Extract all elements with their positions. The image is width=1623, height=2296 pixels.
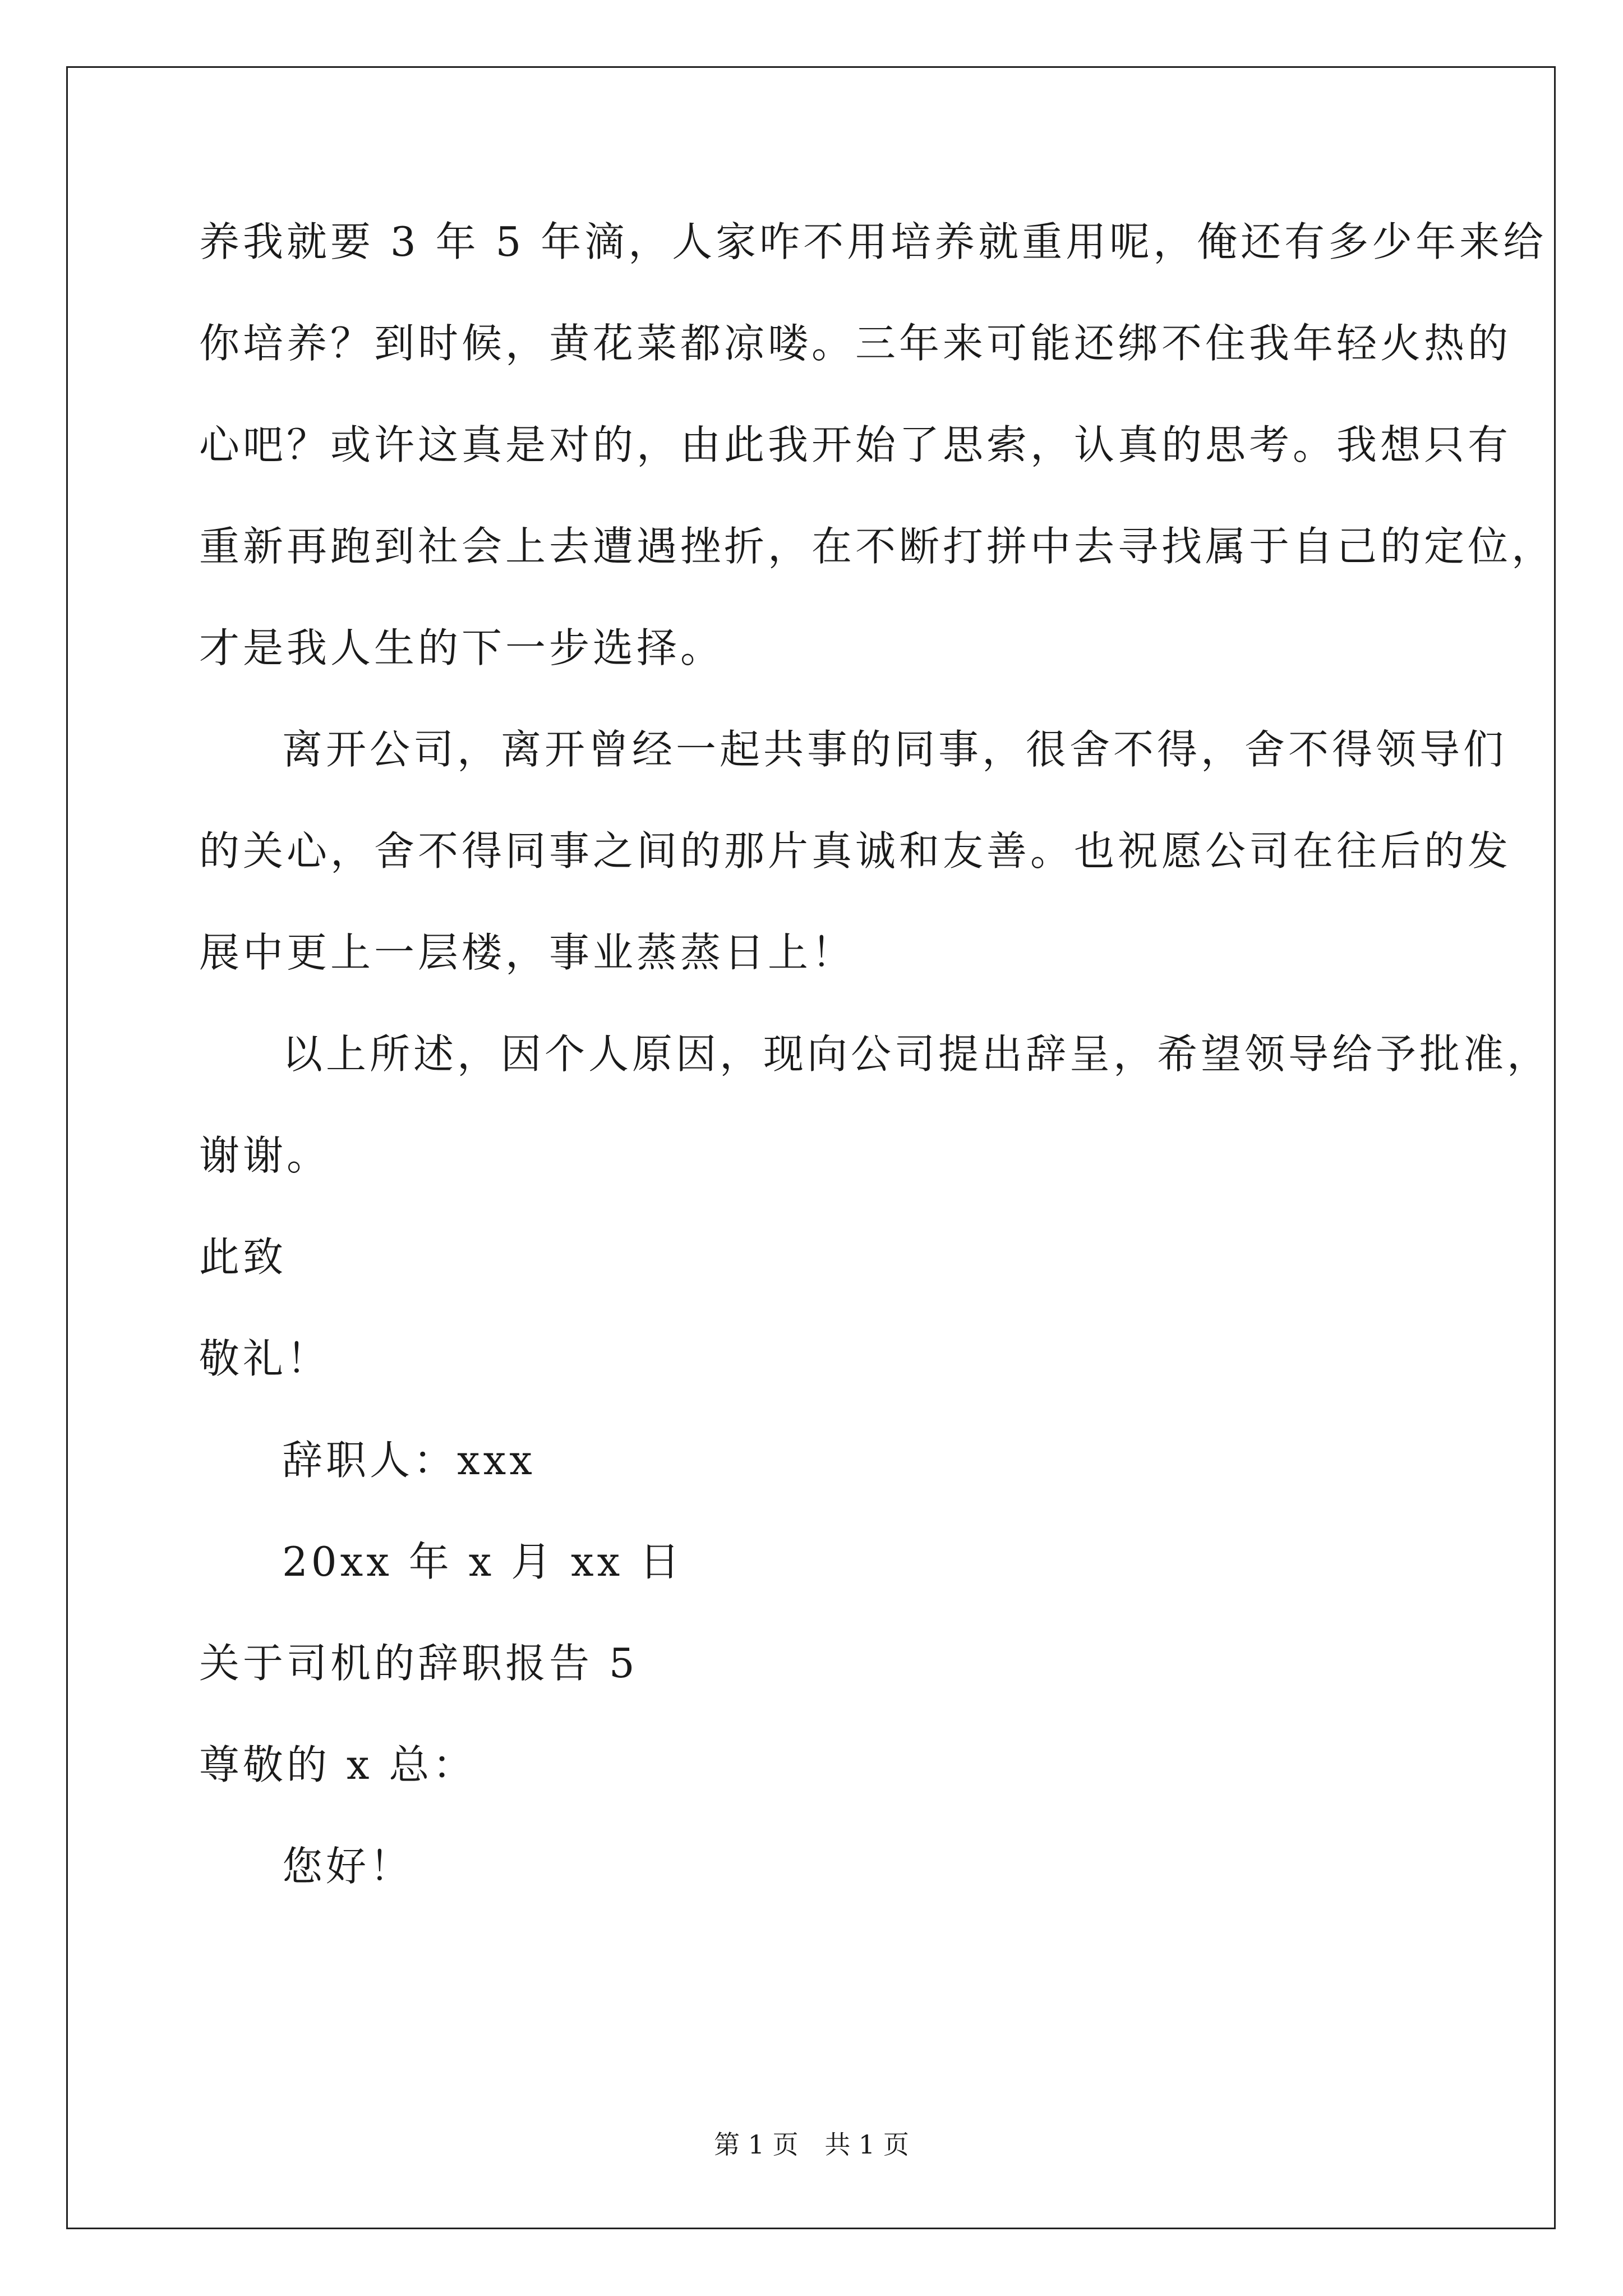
body-line-7: 的关心，舍不得同事之间的那片真诚和友善。也祝愿公司在往后的发 [199, 827, 1512, 875]
body-line-4: 重新再跑到社会上去遭遇挫折，在不断打拼中去寻找属于自己的定位， [199, 523, 1556, 570]
document-body [199, 218, 1556, 1948]
body-line-1: 养我就要 3 年 5 年滴，人家咋不用培养就重用呢，俺还有多少年来给 [199, 218, 1547, 265]
closing-regards: 敬礼！ [199, 1335, 331, 1382]
recipient-greeting: 尊敬的 x 总： [199, 1741, 477, 1788]
body-line-10: 谢谢。 [199, 1132, 331, 1179]
body-line-3: 心吧？或许这真是对的，由此我开始了思索，认真的思考。我想只有 [199, 421, 1512, 468]
section-title: 关于司机的辞职报告 5 [199, 1640, 638, 1687]
date-line: 20xx 年 x 月 xx 日 [282, 1538, 684, 1585]
opening-greeting: 您好！ [282, 1843, 414, 1890]
page-number-total: 共 1 页 [824, 2129, 909, 2160]
closing-salutation: 此致 [199, 1234, 287, 1281]
page-footer [0, 2129, 1623, 2160]
body-line-5: 才是我人生的下一步选择。 [199, 624, 725, 671]
signature-line: 辞职人：xxx [282, 1437, 536, 1484]
body-line-8: 展中更上一层楼，事业蒸蒸日上！ [199, 929, 856, 976]
body-line-9: 以上所述，因个人原因，现向公司提出辞呈，希望领导给予批准， [282, 1030, 1551, 1078]
body-line-2: 你培养？到时候，黄花菜都凉喽。三年来可能还绑不住我年轻火热的 [199, 320, 1512, 367]
body-line-6: 离开公司，离开曾经一起共事的同事，很舍不得，舍不得领导们 [282, 726, 1507, 773]
page-number-current: 第 1 页 [714, 2129, 799, 2160]
